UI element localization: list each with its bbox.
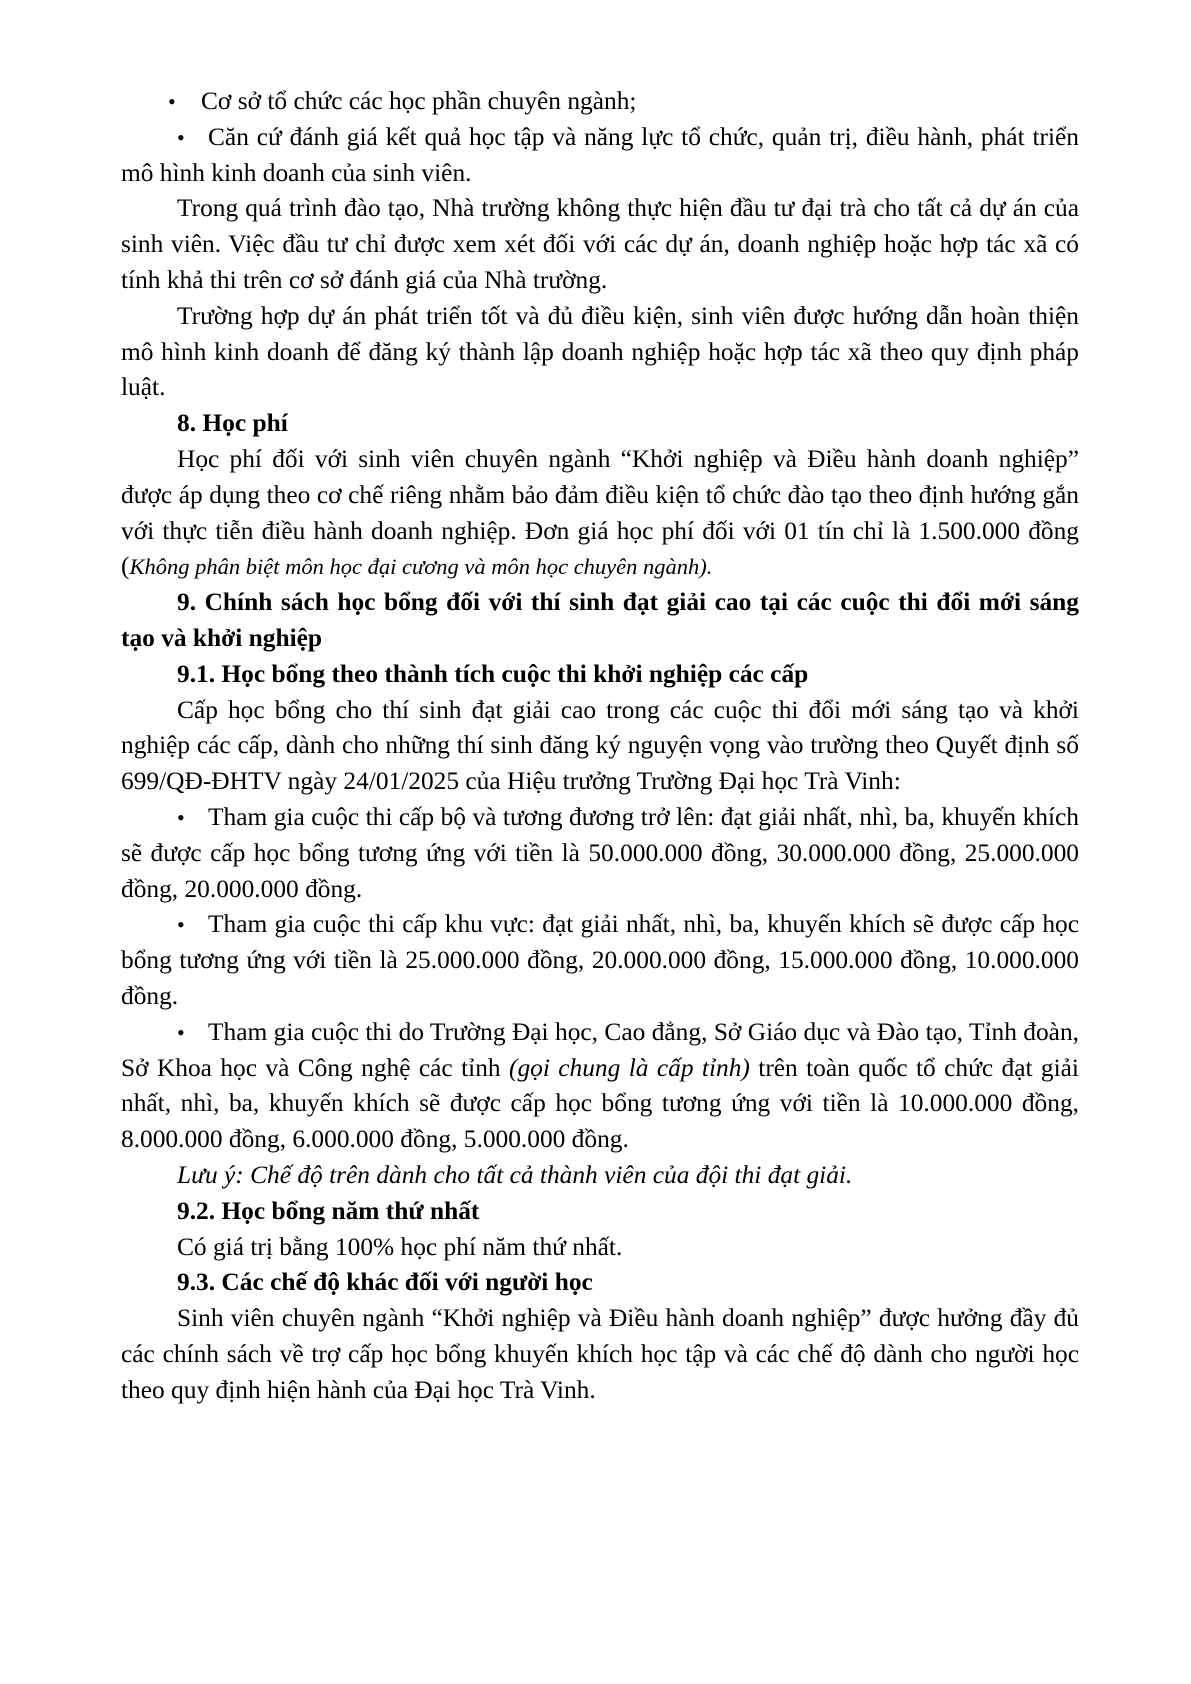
- section-9-1-text: Cấp học bổng cho thí sinh đạt giải cao trong các cuộc thi đổi mới sáng tạo và khởi nghiệp các cấp, dành cho những thí sinh đăng ký nguyện vọng vào trường theo Quyết định số 699/QĐ-ĐHTV ngày 24/01/2025 của Hiệu trưởng Trường Đại học Trà Vinh:: [121, 695, 1079, 796]
- bullet-item: [121, 800, 1079, 907]
- bullet-dot-icon: •: [177, 804, 185, 830]
- section-9-2-heading: 9.2. Học bổng năm thứ nhất: [177, 1196, 480, 1225]
- bullet-text: Cơ sở tổ chức các học phần chuyên ngành;: [201, 87, 637, 115]
- bullet-dot-icon: •: [177, 1019, 185, 1045]
- section-9-3-heading: 9.3. Các chế độ khác đối với người học: [177, 1268, 593, 1297]
- bullet-item: [121, 84, 1079, 120]
- bullet-text: Tham gia cuộc thi cấp bộ và tương đương trở lên: đạt giải nhất, nhì, ba, khuyến khích sẽ được cấp học bổng tương ứng với tiền là 50.000.000 đồng, 30.000.000 đồng, 25.000.000 đồng, 20.000.000 đồng.: [121, 802, 1079, 903]
- paragraph-development: Trường hợp dự án phát triển tốt và đủ điều kiện, sinh viên được hướng dẫn hoàn thiện mô hình kinh doanh để đăng ký thành lập doanh nghiệp hoặc hợp tác xã theo quy định pháp luật.: [121, 301, 1079, 402]
- paragraph-investment: Trong quá trình đào tạo, Nhà trường không thực hiện đầu tư đại trà cho tất cả dự án của sinh viên. Việc đầu tư chỉ được xem xét đối với các dự án, doanh nghiệp hoặc hợp tác xã có tính khả thi trên cơ sở đánh giá của Nhà trường.: [121, 194, 1079, 294]
- section-9-1-heading: 9.1. Học bổng theo thành tích cuộc thi khởi nghiệp các cấp: [177, 659, 809, 688]
- document-page: [121, 84, 1079, 1408]
- bullet-text: Tham gia cuộc thi cấp khu vực: đạt giải nhất, nhì, ba, khuyến khích sẽ được cấp học bổng tương ứng với tiền là 25.000.000 đồng, 20.000.000 đồng, 15.000.000 đồng, 10.000.000 đồng.: [121, 910, 1079, 1010]
- bullet-item: [121, 120, 1079, 192]
- bullet-dot-icon: •: [177, 124, 185, 150]
- section-8-heading: 8. Học phí: [177, 409, 288, 438]
- section-8-text: Học phí đối với sinh viên chuyên ngành “Khởi nghiệp và Điều hành doanh nghiệp” được áp dụng theo cơ chế riêng nhằm bảo đảm điều kiện tổ chức đào tạo theo định hướng gắn với thực tiễn điều hành doanh nghiệp. Đơn giá học phí đối với 01 tín chỉ là 1.500.000 đồng (Không phân biệt môn học đại cương và môn học chuyên ngành).: [121, 444, 1079, 581]
- bullet-dot-icon: •: [168, 89, 176, 114]
- section-9-heading: 9. Chính sách học bổng đối với thí sinh đạt giải cao tại các cuộc thi đổi mới sáng tạo và khởi nghiệp: [121, 588, 1079, 652]
- bullet-item: [121, 907, 1079, 1014]
- section-9-1-note: Lưu ý: Chế độ trên dành cho tất cả thành viên của đội thi đạt giải.: [177, 1160, 853, 1189]
- bullet-item: • Tham gia cuộc thi do Trường Đại học, Cao đẳng, Sở Giáo dục và Đào tạo, Tỉnh đoàn, Sở Khoa học và Công nghệ các tỉnh (gọi chung là cấp tỉnh) trên toàn quốc tổ chức đạt giải nhất, nhì, ba, khuyến khích sẽ được cấp học bổng tương ứng với tiền là 10.000.000 đồng, 8.000.000 đồng, 6.000.000 đồng, 5.000.000 đồng.: [121, 1015, 1079, 1158]
- section-9-3-text: Sinh viên chuyên ngành “Khởi nghiệp và Điều hành doanh nghiệp” được hưởng đầy đủ các chính sách về trợ cấp học bổng khuyến khích học tập và các chế độ dành cho người học theo quy định hiện hành của Đại học Trà Vinh.: [121, 1304, 1079, 1404]
- section-9-2-text: Có giá trị bằng 100% học phí năm thứ nhất.: [177, 1232, 623, 1261]
- bullet-text: Căn cứ đánh giá kết quả học tập và năng lực tổ chức, quản trị, điều hành, phát triển mô hình kinh doanh của sinh viên.: [121, 122, 1079, 187]
- bullet-dot-icon: •: [177, 912, 185, 938]
